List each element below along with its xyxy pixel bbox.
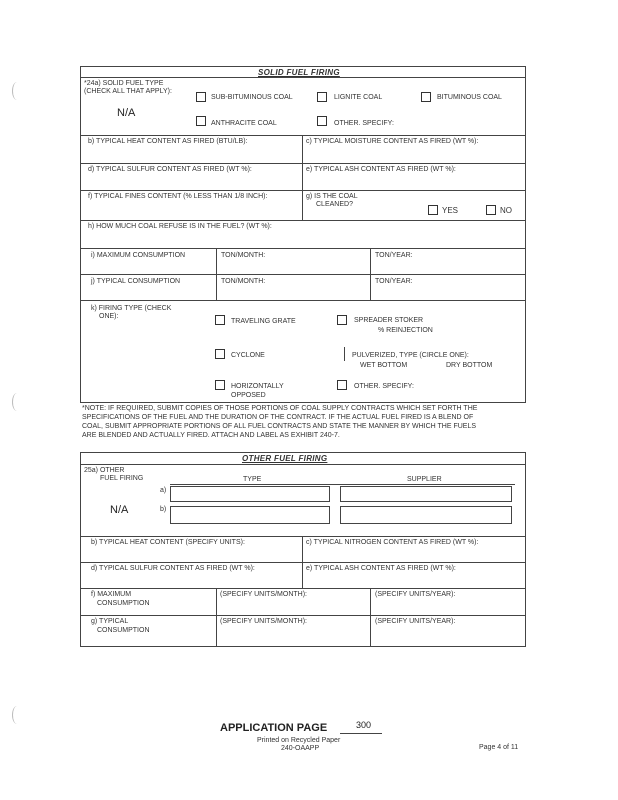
checkbox-anthracite[interactable] (196, 116, 206, 126)
checkbox-horizontally-opposed[interactable] (215, 380, 225, 390)
label-cleaned-no: NO (500, 206, 512, 215)
label-lignite: LIGNITE COAL (334, 94, 383, 101)
label-bituminous: BITUMINOUS COAL (437, 94, 502, 101)
other-typical-units-year: (SPECIFY UNITS/YEAR): (375, 618, 456, 625)
solid-ash-label: e) TYPICAL ASH CONTENT AS FIRED (WT %): (306, 166, 456, 173)
other-typical-label-2: CONSUMPTION (97, 627, 150, 634)
q24a-label-2: (CHECK ALL THAT APPLY): (84, 88, 172, 95)
label-traveling-grate: TRAVELING GRATE (231, 318, 296, 325)
other-max-units-year: (SPECIFY UNITS/YEAR): (375, 591, 456, 598)
label-reinjection: % REINJECTION (378, 327, 433, 334)
q25a-label: 25a) OTHER (84, 467, 125, 474)
q25a-label-2: FUEL FIRING (100, 475, 144, 482)
label-wet-bottom: WET BOTTOM (360, 362, 408, 369)
checkbox-cyclone[interactable] (215, 349, 225, 359)
note-line-1: *NOTE: IF REQUIRED, SUBMIT COPIES OF THOSE PORTIONS OF COAL SUPPLY CONTRACTS WHICH SET FORTH THE (82, 405, 478, 412)
solid-fines-label: f) TYPICAL FINES CONTENT (% LESS THAN 1/8 INCH): (88, 193, 268, 200)
checkbox-bituminous[interactable] (421, 92, 431, 102)
row-b-label: b) (160, 506, 167, 513)
type-input-a[interactable] (170, 486, 330, 502)
coal-cleaned-label-2: CLEANED? (316, 201, 353, 208)
application-page-label: APPLICATION PAGE (220, 722, 328, 734)
typical-ton-month-label: TON/MONTH: (221, 278, 266, 285)
label-subbituminous: SUB-BITUMINOUS COAL (211, 94, 293, 101)
solid-fuel-header: SOLID FUEL FIRING (258, 68, 340, 77)
other-max-units-month: (SPECIFY UNITS/MONTH): (220, 591, 307, 598)
checkbox-subbituminous[interactable] (196, 92, 206, 102)
checkbox-other-firing[interactable] (337, 380, 347, 390)
binder-mark-middle (12, 393, 22, 411)
other-max-label-2: CONSUMPTION (97, 600, 150, 607)
label-cyclone: CYCLONE (231, 352, 265, 359)
other-max-label: f) MAXIMUM (91, 591, 132, 598)
firing-type-label-2: ONE): (99, 313, 119, 320)
label-anthracite: ANTHRACITE COAL (211, 120, 277, 127)
label-other-coal: OTHER. SPECIFY: (334, 120, 394, 127)
other-ash-label: e) TYPICAL ASH CONTENT AS FIRED (WT %): (306, 565, 456, 572)
supplier-input-b[interactable] (340, 506, 512, 524)
coal-refuse-label: h) HOW MUCH COAL REFUSE IS IN THE FUEL? (WT %): (88, 223, 272, 230)
checkbox-spreader-stoker[interactable] (337, 315, 347, 325)
label-opposed: OPPOSED (231, 392, 266, 399)
page-of: Page 4 of 11 (479, 744, 519, 751)
other-nitrogen-label: c) TYPICAL NITROGEN CONTENT AS FIRED (WT %): (306, 539, 479, 546)
binder-mark-bottom (12, 706, 22, 724)
other-heat-content-label: b) TYPICAL HEAT CONTENT (SPECIFY UNITS): (91, 539, 245, 546)
column-type: TYPE (243, 476, 262, 483)
row-a-label: a) (160, 487, 167, 494)
checkbox-traveling-grate[interactable] (215, 315, 225, 325)
label-cleaned-yes: YES (442, 206, 459, 215)
label-pulverized: PULVERIZED, TYPE (CIRCLE ONE): (352, 352, 469, 359)
label-horizontally: HORIZONTALLY (231, 383, 284, 390)
checkbox-cleaned-no[interactable] (486, 205, 496, 215)
checkbox-lignite[interactable] (317, 92, 327, 102)
coal-cleaned-label: g) IS THE COAL (306, 193, 358, 200)
binder-mark-top (12, 82, 22, 100)
label-dry-bottom: DRY BOTTOM (446, 362, 493, 369)
max-ton-month-label: TON/MONTH: (221, 252, 266, 259)
solid-heat-content-label: b) TYPICAL HEAT CONTENT AS FIRED (BTU/LB): (88, 138, 248, 145)
type-input-b[interactable] (170, 506, 330, 524)
recycled-paper-note: Printed on Recycled Paper (257, 737, 341, 744)
typical-ton-year-label: TON/YEAR: (375, 278, 413, 285)
max-ton-year-label: TON/YEAR: (375, 252, 413, 259)
solid-moisture-label: c) TYPICAL MOISTURE CONTENT AS FIRED (WT %): (306, 138, 479, 145)
note-line-2: SPECIFICATIONS OF THE FUEL AND THE DURATION OF THE CONTRACT. IF THE ACTUAL FUEL FIRED IS A BLEND OF (82, 414, 474, 421)
supplier-input-a[interactable] (340, 486, 512, 502)
checkbox-cleaned-yes[interactable] (428, 205, 438, 215)
note-line-3: COAL, SUBMIT APPROPRIATE PORTIONS OF ALL FUEL CONTRACTS AND STATE THE MANNER BY WHICH THE FUELS (82, 423, 477, 430)
other-fuel-header: OTHER FUEL FIRING (242, 454, 328, 463)
typical-consumption-label: j) TYPICAL CONSUMPTION (91, 278, 181, 285)
other-typical-units-month: (SPECIFY UNITS/MONTH): (220, 618, 307, 625)
checkbox-other-coal[interactable] (317, 116, 327, 126)
other-sulfur-label: d) TYPICAL SULFUR CONTENT AS FIRED (WT %): (91, 565, 255, 572)
label-other-firing: OTHER. SPECIFY: (354, 383, 414, 390)
max-consumption-label: i) MAXIMUM CONSUMPTION (91, 252, 186, 259)
q24a-label: *24a) SOLID FUEL TYPE (84, 80, 164, 87)
other-typical-label: g) TYPICAL (91, 618, 129, 625)
application-page-number: 300 (356, 720, 372, 730)
form-code: 240-OAAPP (281, 745, 320, 752)
firing-type-label: k) FIRING TYPE (CHECK (91, 305, 172, 312)
note-line-4: ARE BLENDED AND ACTUALLY FIRED. ATTACH AND LABEL AS EXHIBIT 240-7. (82, 432, 340, 439)
label-spreader-stoker: SPREADER STOKER (354, 317, 424, 324)
other-na-value: N/A (110, 504, 129, 516)
solid-na-value: N/A (117, 107, 136, 119)
column-supplier: SUPPLIER (407, 476, 442, 483)
solid-sulfur-label: d) TYPICAL SULFUR CONTENT AS FIRED (WT %): (88, 166, 252, 173)
